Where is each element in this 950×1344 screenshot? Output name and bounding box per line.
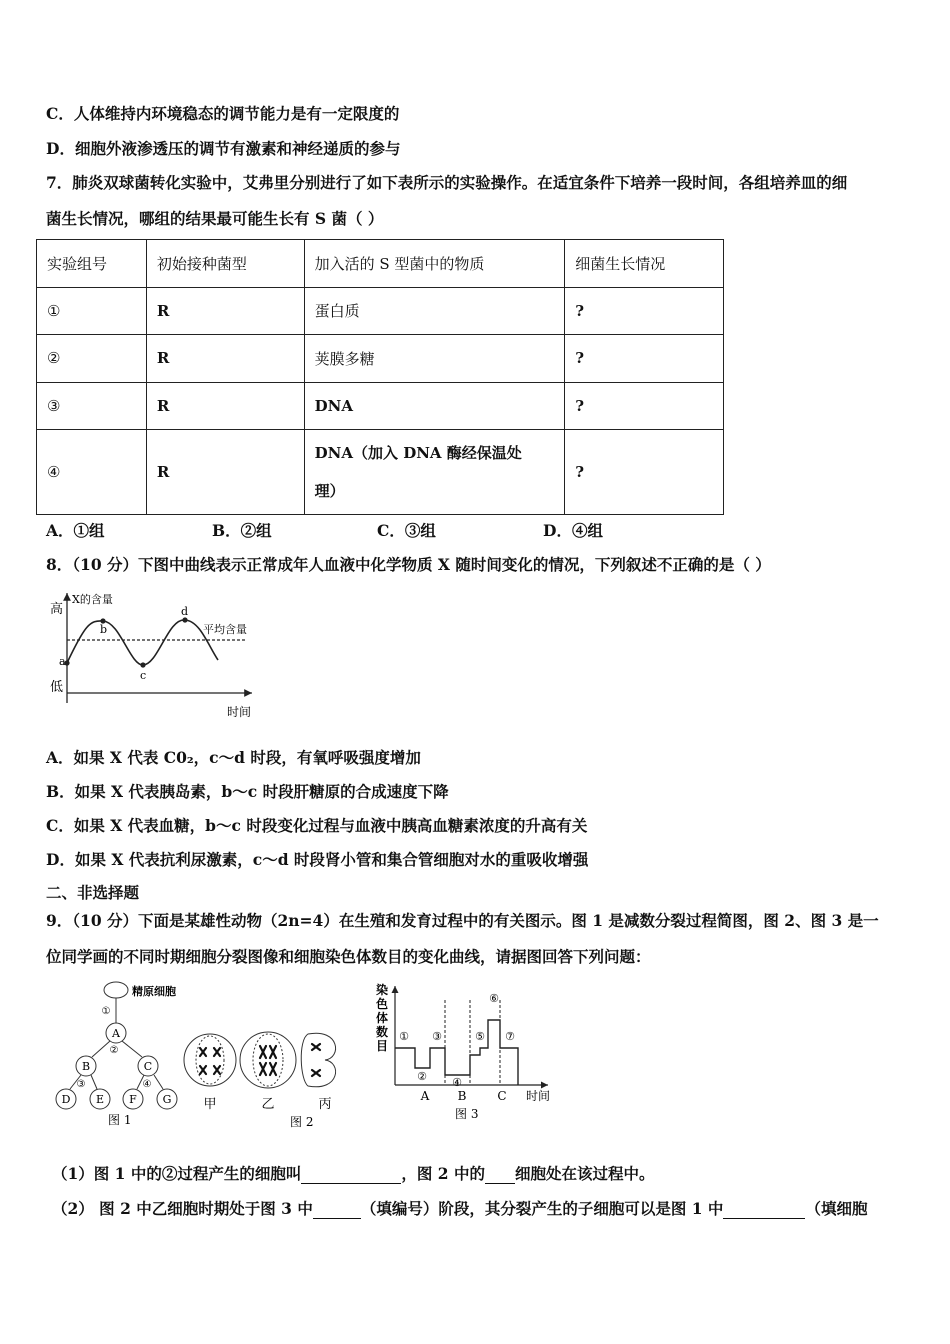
fig1-caption: 图 1: [108, 1113, 132, 1127]
label-c: C: [143, 1060, 153, 1073]
label-a: A: [112, 1027, 120, 1040]
q7-option-a: A．①组: [46, 521, 105, 540]
label-e: E: [95, 1093, 105, 1106]
fig3-x-title: 时间: [525, 1089, 551, 1103]
q8-option-b: B．如果 X 代表胰岛素，b～c 时段肝糖原的合成速度下降: [46, 782, 449, 801]
figure-1: [48, 978, 188, 1128]
q6-option-d: D．细胞外液渗透压的调节有激素和神经递质的参与: [46, 139, 401, 158]
label-d: D: [61, 1093, 71, 1106]
cell-text-line1: DNA（加入 DNA 酶经保温处: [314, 444, 522, 462]
label-g: G: [162, 1093, 172, 1106]
x-label-b: B: [457, 1089, 467, 1103]
section-title: 二、非选择题: [46, 883, 140, 902]
x-curve: [67, 620, 218, 665]
point-c: [140, 662, 145, 667]
cell-yi: [240, 1032, 296, 1088]
cell-bing: [301, 1033, 335, 1087]
header-cell: 细菌生长情况: [565, 240, 724, 288]
fig2-caption: 图 2: [290, 1115, 314, 1129]
point-d-label: d: [181, 605, 189, 618]
y-title-char: 数: [376, 1025, 389, 1039]
sub2-text1: （2） 图 2 中乙细胞时期处于图 3 中: [52, 1199, 313, 1218]
q7-stem-line2: 菌生长情况，哪组的结果最可能生长有 S 菌（ ）: [46, 209, 384, 228]
q9-stem-line1: 9．（10 分）下面是某雄性动物（2n=4）在生殖和发育过程中的有关图示。图 1 是减数分裂过程简图，图 2、图 3 是一: [46, 911, 879, 930]
table-row: [37, 382, 724, 430]
sub1-text3: 细胞处在该过程中。: [514, 1164, 655, 1183]
table-cell: ④: [37, 430, 147, 515]
stage-label: ⑥: [489, 992, 499, 1005]
table-cell: R: [146, 382, 304, 430]
sub2-text2: （填编号）阶段，其分裂产生的子细胞可以是图 1 中: [360, 1199, 724, 1218]
table-cell: ②: [37, 335, 147, 383]
point-d: [182, 617, 187, 622]
x-axis-title: 时间: [227, 705, 252, 719]
table-row: [37, 287, 724, 335]
header-cell: 加入活的 S 型菌中的物质: [304, 240, 565, 288]
q7-option-c: C．③组: [377, 521, 436, 540]
point-a-label: a: [59, 655, 66, 668]
step-1: ①: [101, 1006, 111, 1017]
q6-option-c: C．人体维持内环境稳态的调节能力是有一定限度的: [46, 104, 400, 123]
table-cell: DNA: [304, 382, 565, 430]
figure-3: [370, 980, 570, 1125]
label-f: F: [129, 1093, 137, 1106]
stage-label: ①: [399, 1030, 409, 1043]
table-row: [37, 335, 724, 383]
stage-label: ⑦: [505, 1030, 515, 1043]
y-title-char: 体: [376, 1011, 389, 1025]
q8-graph: [40, 585, 270, 730]
q8-option-d: D．如果 X 代表抗利尿激素，c～d 时段肾小管和集合管细胞对水的重吸收增强: [46, 850, 589, 869]
table-cell: 蛋白质: [304, 287, 565, 335]
table-cell: ①: [37, 287, 147, 335]
spermatogonium-node: [104, 982, 128, 998]
y-low-label: 低: [50, 680, 64, 695]
point-b-label: b: [100, 623, 108, 636]
answer-blank[interactable]: [723, 1199, 805, 1219]
header-cell: 初始接种菌型: [146, 240, 304, 288]
table-cell: ?: [565, 382, 724, 430]
average-label: 平均含量: [203, 623, 247, 636]
table-cell: [304, 430, 565, 515]
table-cell: ?: [565, 335, 724, 383]
cell-text-line2: 理）: [314, 482, 345, 500]
table-cell: R: [146, 430, 304, 515]
q8-option-a: A．如果 X 代表 C0₂，c～d 时段，有氧呼吸强度增加: [46, 748, 421, 767]
table-cell: R: [146, 287, 304, 335]
sub1-text2: ，图 2 中的: [401, 1164, 485, 1183]
fig3-caption: 图 3: [455, 1107, 479, 1121]
answer-blank[interactable]: [485, 1164, 515, 1184]
sub1-text1: （1）图 1 中的②过程产生的细胞叫: [52, 1164, 302, 1183]
table-cell: ③: [37, 382, 147, 430]
cell-bing-label: 丙: [318, 1097, 332, 1112]
table-cell: R: [146, 335, 304, 383]
header-cell: 实验组号: [37, 240, 147, 288]
q8-option-c: C．如果 X 代表血糖，b～c 时段变化过程与血液中胰高血糖素浓度的升高有关: [46, 816, 588, 835]
step-2: ②: [109, 1045, 119, 1056]
cell-jia: [184, 1034, 236, 1086]
step-4: ④: [142, 1079, 152, 1090]
table-cell: 荚膜多糖: [304, 335, 565, 383]
fig1-top-label: 精原细胞: [132, 985, 176, 998]
q9-sub1: [52, 1162, 654, 1184]
figure-2: [180, 1020, 360, 1130]
table-row: [37, 430, 724, 515]
q7-option-d: D．④组: [543, 521, 603, 540]
x-label-a: A: [420, 1089, 430, 1103]
cell-jia-label: 甲: [203, 1097, 217, 1112]
y-title-char: 色: [376, 997, 389, 1011]
answer-blank[interactable]: [301, 1164, 401, 1184]
table-header-row: [37, 240, 724, 288]
step-3: ③: [76, 1079, 86, 1090]
x-label-c: C: [497, 1089, 507, 1103]
y-high-label: 高: [50, 602, 64, 617]
q7-option-b: B．②组: [212, 521, 272, 540]
y-axis-title: X的含量: [72, 593, 113, 606]
stage-label: ②: [417, 1070, 427, 1083]
q9-stem-line2: 位同学画的不同时期细胞分裂图像和细胞染色体数目的变化曲线，请据图回答下列问题：: [46, 947, 651, 966]
label-b: B: [81, 1060, 91, 1073]
q9-sub2: [52, 1197, 867, 1219]
stage-label: ⑤: [475, 1030, 485, 1043]
q8-stem: 8．（10 分）下图中曲线表示正常成年人血液中化学物质 X 随时间变化的情况，下列叙述不正确的是（ ）: [46, 555, 771, 574]
stage-label: ③: [432, 1030, 442, 1043]
answer-blank[interactable]: [313, 1199, 361, 1219]
y-title-char: 目: [376, 1039, 389, 1053]
stage-label: ④: [452, 1076, 462, 1089]
table-cell: ?: [565, 430, 724, 515]
table-cell: ?: [565, 287, 724, 335]
point-c-label: c: [140, 669, 147, 682]
sub2-text3: （填细胞: [805, 1199, 868, 1218]
q7-stem-line1: 7．肺炎双球菌转化实验中，艾弗里分别进行了如下表所示的实验操作。在适宜条件下培养一段时间，各组培养皿的细: [46, 173, 848, 192]
y-title-char: 染: [376, 983, 389, 997]
q7-table: [36, 239, 724, 515]
cell-yi-label: 乙: [261, 1097, 275, 1112]
